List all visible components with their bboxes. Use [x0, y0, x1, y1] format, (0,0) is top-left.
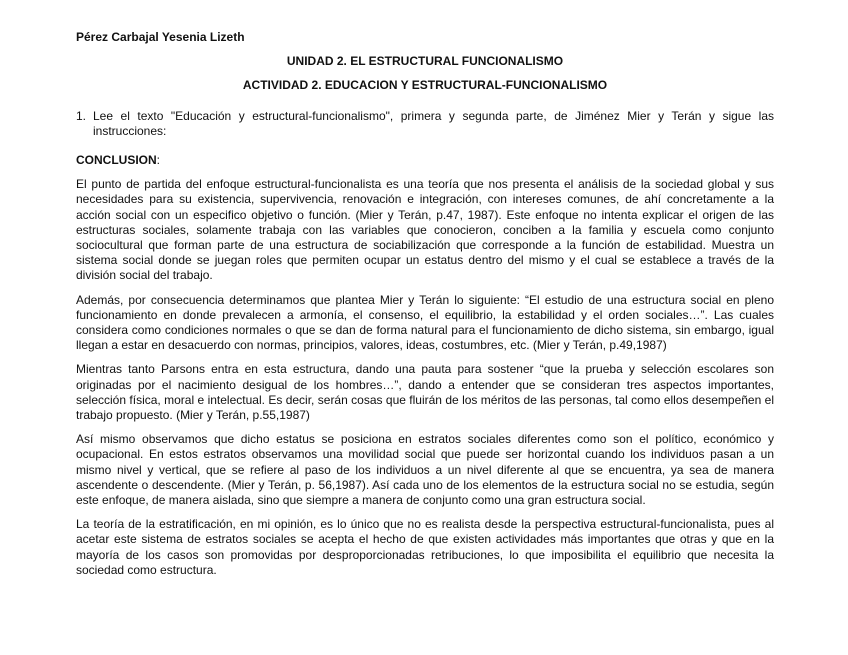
paragraph: Además, por consecuencia determinamos que plantea Mier y Terán lo siguiente: “El estudio de una estructura social en pleno funcionamiento en donde prevalecen a armonía, el consenso, el equilibrio, la estabilidad y el orden sociales…”. Las cuales considera como condiciones normales o que se dan de forma natural para el funcionamiento de dicho sistema, sin embargo, igual llegan a estar en desacuerdo con normas, principios, valores, ideas, costumbres, etc. (Mier y Terán, p.49,1987) [76, 292, 774, 353]
conclusion-label: CONCLUSION [76, 153, 157, 168]
conclusion-heading [76, 153, 774, 168]
instruction-number: 1. [76, 108, 87, 123]
conclusion-colon: : [156, 153, 161, 168]
paragraph: La teoría de la estratificación, en mi opinión, es lo único que no es realista desde la perspectiva estructural-funcionalista, pues al acetar este sistema de estratos sociales se acepta el hecho de que existen actividades más importantes que otras y que en la mayoría de los casos son promovidas por desproporcionadas retribuciones, lo que imposibilita el equilibrio que necesita la sociedad como estructura. [76, 517, 774, 577]
instruction-item [76, 109, 774, 139]
paragraph: El punto de partida del enfoque estructural-funcionalista es una teoría que nos presenta el análisis de la sociedad global y sus necesidades para su existencia, supervivencia, renovación e integración, con intereses comunes, de ahí concretamente a la acción social con un especifico objetivo o función. (Mier y Terán, p.47, 1987). Este enfoque no intenta explicar el origen de las estructuras sociales, solamente trabaja con las variables que conocieron, conciben a la familia y escuela como conjunto sociocultural que forman parte de una estructura de sociabilización que corresponde a la función de estabilidad. Muestra un sistema social donde se juegan roles que permiten ocupar un estatus dentro del mismo y el cual se establece a través de la división social del trabajo. [76, 177, 774, 283]
document-page [76, 30, 774, 587]
instruction-text: Lee el texto "Educación y estructural-funcionalismo", primera y segunda parte, de Jiménez Mier y Terán y sigue las instrucciones: [93, 108, 774, 138]
paragraph: Mientras tanto Parsons entra en esta estructura, dando una pauta para sostener “que la prueba y selección escolares son originadas por el nacimiento desigual de los hombres…”, dando a entender que se consideran tres aspectos importantes, selección física, moral e intelectual. Es decir, serán cosas que fluirán de los méritos de las personas, tal como ellos desempeñen el trabajo propuesto. (Mier y Terán, p.55,1987) [76, 362, 774, 423]
unit-title: UNIDAD 2. EL ESTRUCTURAL FUNCIONALISMO [286, 54, 564, 69]
paragraph: Así mismo observamos que dicho estatus se posiciona en estratos sociales diferentes como son el político, económico y ocupacional. En estos estratos observamos una movilidad social que puede ser horizontal cuando los individuos pasan a un mismo nivel y vertical, que se refiere al paso de los individuos a un nivel diferente al que se encuentra, ya sea de manera ascendente o descendente. (Mier y Terán, p. 56,1987). Así cada uno de los elementos de la estructura social no se estudia, según este enfoque, de manera aislada, sino que siempre a manera de conjunto como una gran estructura social. [76, 432, 774, 508]
activity-title: ACTIVIDAD 2. EDUCACION Y ESTRUCTURAL-FUNCIONALISMO [242, 78, 608, 93]
author-name: Pérez Carbajal Yesenia Lizeth [76, 30, 245, 44]
